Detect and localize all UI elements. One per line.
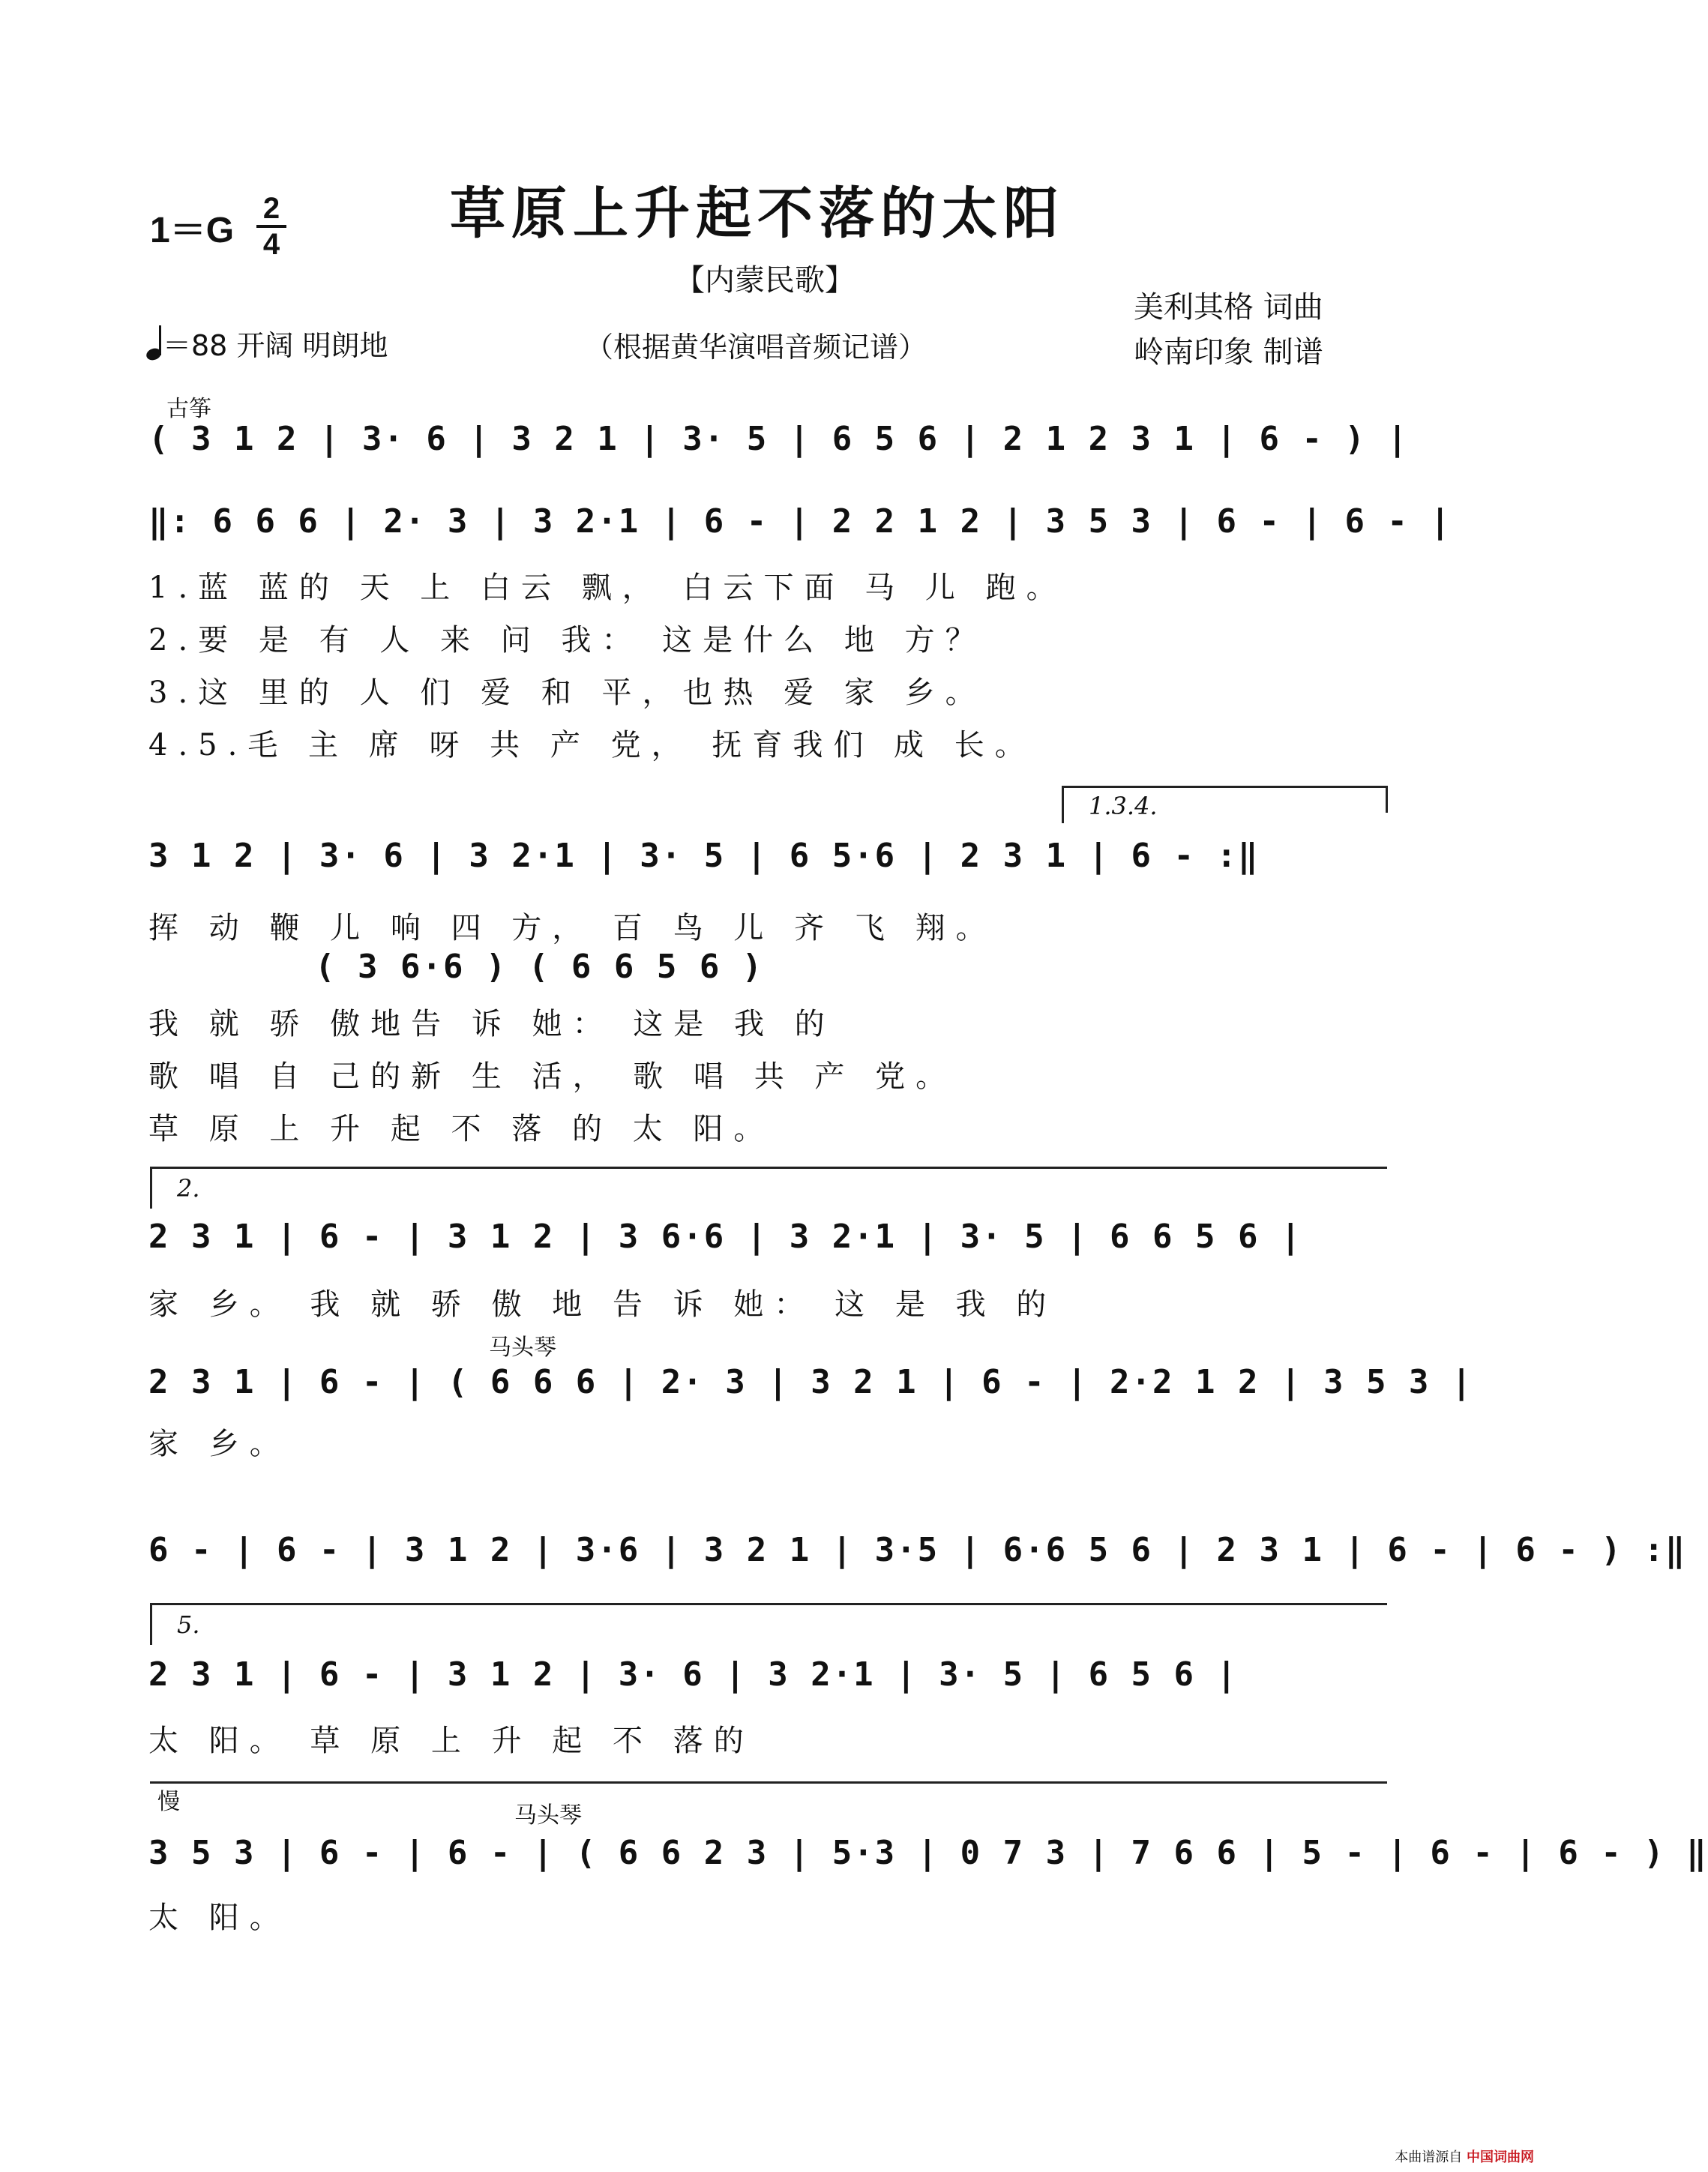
volta-5-label: 5. <box>177 1610 200 1639</box>
slow-marking: 慢 <box>157 1789 180 1815</box>
genre-label: 【内蒙民歌】 <box>675 263 855 298</box>
tempo-text: ＝88 开阔 明朗地 <box>163 329 388 362</box>
footer-label: 本曲谱源自 <box>1395 2150 1463 2165</box>
volta-2-bracket-left <box>150 1167 152 1209</box>
coda-top-line <box>150 1781 1387 1784</box>
lyrics-ending-2: 家 乡。 <box>148 1427 290 1461</box>
score-line-4: 2 3 1 | 6 - | 3 1 2 | 3 6·6 | 3 2·1 | 3· 5 | 6 6 5 6 | <box>148 1218 1302 1256</box>
lyrics-ending-4: 太 阳。 <box>148 1901 290 1935</box>
volta-134-bracket-left <box>1062 786 1064 823</box>
quarter-note-icon <box>146 327 163 360</box>
lyrics-refrain-3: 歌 唱 自 己的新 生 活， 歌 唱 共 产 党。 <box>148 1059 957 1094</box>
volta-5-bracket-left <box>150 1603 152 1645</box>
source-note: （根据黄华演唱音频记谱） <box>585 331 927 364</box>
instrument-matouqin-2: 马头琴 <box>514 1802 582 1829</box>
volta-134-label: 1.3.4. <box>1089 792 1158 820</box>
score-line-2: ‖: 6 6 6 | 2· 3 | 3 2·1 | 6 - | 2 2 1 2 | 3 5 3 | 6 - | 6 - | <box>148 502 1452 541</box>
volta-134-bracket-top <box>1062 786 1387 788</box>
score-line-1: ( 3 1 2 | 3· 6 | 3 2 1 | 3· 5 | 6 5 6 | 2 1 2 3 1 | 6 - ) | <box>148 420 1409 458</box>
lyricist-credit: 美利其格 词曲 <box>1134 290 1323 325</box>
volta-2-label: 2. <box>177 1174 200 1203</box>
score-line-5: 2 3 1 | 6 - | ( 6 6 6 | 2· 3 | 3 2 1 | 6 - | 2·2 1 2 | 3 5 3 | <box>148 1363 1473 1401</box>
score-alt-notes: ( 3 6·6 ) ( 6 6 5 6 ) <box>315 948 764 986</box>
lyrics-refrain-2: 我 就 骄 傲地告 诉 她： 这是 我 的 <box>148 1007 835 1041</box>
score-line-6: 6 - | 6 - | 3 1 2 | 3·6 | 3 2 1 | 3·5 | 6·6 5 6 | 2 3 1 | 6 - | 6 - ) :‖ <box>148 1531 1687 1569</box>
lyrics-verse-2: 2.要 是 有 人 来 问 我： 这是什么 地 方？ <box>148 623 986 658</box>
lyrics-refrain-1: 挥 动 鞭 儿 响 四 方， 百 鸟 儿 齐 飞 翔。 <box>148 911 996 945</box>
score-line-7: 2 3 1 | 6 - | 3 1 2 | 3· 6 | 3 2·1 | 3· 5 | 6 5 6 | <box>148 1655 1239 1694</box>
footer-site: 中国词曲网 <box>1467 2150 1534 2165</box>
volta-2-bracket-top <box>150 1167 1387 1169</box>
time-signature <box>256 193 286 259</box>
time-bottom: 4 <box>262 228 280 261</box>
volta-134-bracket-right <box>1386 786 1388 813</box>
volta-5-bracket-top <box>150 1603 1387 1605</box>
instrument-guzheng: 古筝 <box>166 396 211 422</box>
lyrics-verse-45: 4.5.毛 主 席 呀 共 产 党， 抚育我们 成 长。 <box>148 728 1035 762</box>
arranger-credit: 岭南印象 制谱 <box>1134 335 1323 370</box>
song-title: 草原上升起不落的太阳 <box>450 181 1065 246</box>
lyrics-ending-3: 太 阳。 草 原 上 升 起 不 落的 <box>148 1724 754 1758</box>
lyrics-ending-1: 家 乡。 我 就 骄 傲 地 告 诉 她： 这 是 我 的 <box>148 1287 1057 1322</box>
source-footer <box>1395 2147 1534 2166</box>
score-line-3: 3 1 2 | 3· 6 | 3 2·1 | 3· 5 | 6 5·6 | 2 3 1 | 6 - :‖ <box>148 837 1260 875</box>
instrument-matouqin-1: 马头琴 <box>489 1335 556 1361</box>
time-top: 2 <box>262 192 280 225</box>
lyrics-refrain-4: 草 原 上 升 起 不 落 的 太 阳。 <box>148 1112 775 1146</box>
lyrics-verse-3: 3.这 里的 人 们 爱 和 平，也热 爱 家 乡。 <box>148 676 986 710</box>
score-line-8: 3 5 3 | 6 - | 6 - | ( 6 6 2 3 | 5·3 | 0 7 3 | 7 6 6 | 5 - | 6 - | 6 - ) ‖ <box>148 1834 1708 1872</box>
key-signature: 1＝G <box>150 211 235 250</box>
lyrics-verse-1: 1.蓝 蓝的 天 上 白云 飘， 白云下面 马 儿 跑。 <box>148 571 1067 605</box>
tempo-marking <box>146 322 388 364</box>
